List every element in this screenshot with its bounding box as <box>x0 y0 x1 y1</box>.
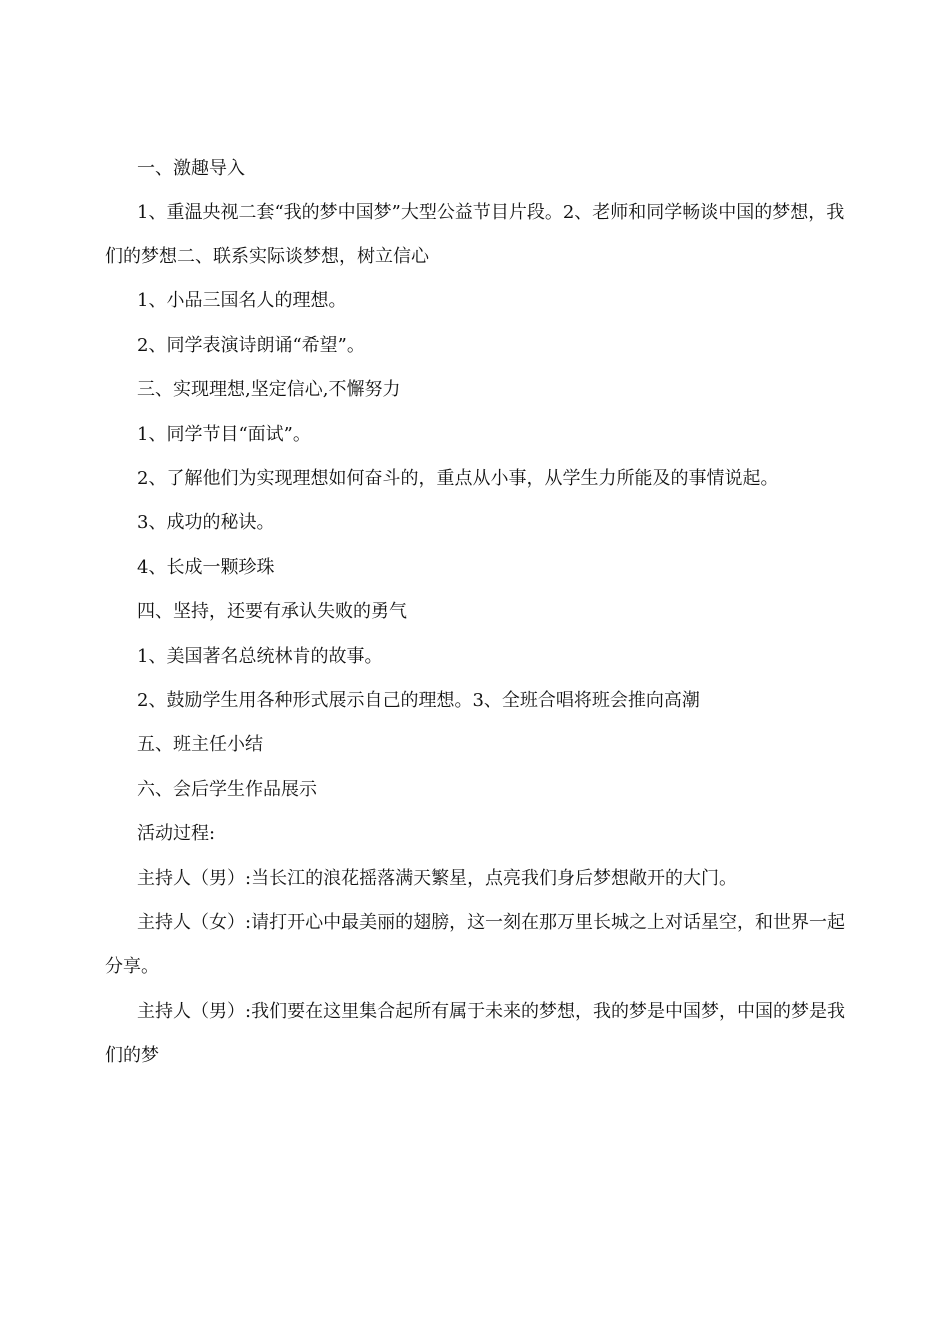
paragraph: 4、长成一颗珍珠 <box>137 557 275 578</box>
heading-section-3: 三、实现理想,坚定信心,不懈努力 <box>137 379 401 400</box>
paragraph: 2、鼓励学生用各种形式展示自己的理想。3、全班合唱将班会推向高潮 <box>137 690 700 711</box>
heading-section-4: 四、坚持，还要有承认失败的勇气 <box>137 601 407 622</box>
heading-activity-process: 活动过程: <box>137 823 216 844</box>
paragraph: 2、同学表演诗朗诵“希望”。 <box>137 335 365 356</box>
paragraph: 3、成功的秘诀。 <box>137 512 275 533</box>
paragraph: 主持人（男）:我们要在这里集合起所有属于未来的梦想，我的梦是中国梦，中国的梦是我们的梦 <box>105 1001 846 1066</box>
paragraph: 1、重温央视二套“我的梦中国梦”大型公益节目片段。2、老师和同学畅谈中国的梦想，我们的梦想二、联系实际谈梦想，树立信心 <box>105 202 845 267</box>
heading-intro: 一、激趣导入 <box>137 158 245 179</box>
paragraph: 1、同学节目“面试”。 <box>137 424 311 445</box>
paragraph: 1、美国著名总统林肯的故事。 <box>137 646 383 667</box>
heading-section-6: 六、会后学生作品展示 <box>137 779 317 800</box>
paragraph: 主持人（男）:当长江的浪花摇落满天繁星，点亮我们身后梦想敞开的大门。 <box>137 868 738 889</box>
paragraph: 主持人（女）:请打开心中最美丽的翅膀，这一刻在那万里长城之上对话星空，和世界一起分享。 <box>105 912 846 977</box>
paragraph: 2、了解他们为实现理想如何奋斗的，重点从小事，从学生力所能及的事情说起。 <box>137 468 779 489</box>
heading-section-5: 五、班主任小结 <box>137 734 263 755</box>
paragraph: 1、小品三国名人的理想。 <box>137 290 347 311</box>
